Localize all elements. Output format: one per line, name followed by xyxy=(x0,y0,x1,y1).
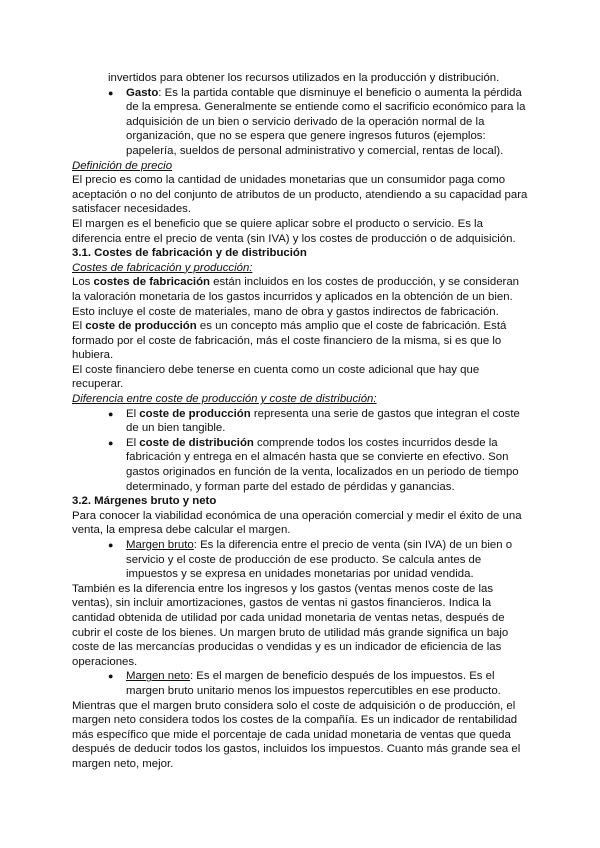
section-3-1-subheading-2: Diferencia entre coste de producción y coste de distribución: xyxy=(72,393,377,406)
text-run: El xyxy=(126,436,140,449)
margenes-conclusion: Mientras que el margen bruto considera solo el coste de adquisición o de producción, el margen neto considera todos los costes de la compañía. Es un indicador de rentabilidad más específico que mide el porcentaje de cada unidad monetaria de ventas que queda después de deducir todos los gastos, incluidos los impuestos. Cuanto más grande sea el margen neto, mejor. xyxy=(72,699,521,770)
margen-neto-item xyxy=(108,669,528,698)
margen-bruto-item xyxy=(108,538,528,582)
gasto-item xyxy=(108,86,528,159)
text-run: es un concepto más amplio que el coste de fabricación. Está formado por el coste de fabricación, más el coste financiero de la misma, si es que lo hubiera. xyxy=(72,320,507,362)
coste-produccion-term: coste de producción xyxy=(85,320,197,333)
intro-continuation: invertidos para obtener los recursos utilizados en la producción y distribución. xyxy=(108,72,500,84)
margen-bruto-para: También es la diferencia entre los ingresos y los gastos (ventas menos coste de las ventas), sin incluir amortizaciones, gastos de ventas ni gastos financieros. Indica la cantidad obtenida de utilidad por cada unidad monetaria de ventas netas, después de cubrir el coste de los bienes. Un margen bruto de utilidad más grande significa un bajo coste de las mercancías producidas o vendidas y es un indicador de eficiencia de las operaciones. xyxy=(72,582,509,668)
precio-para-1: El precio es como la cantidad de unidades monetarias que un consumidor paga como aceptación o no del conjunto de atributos de un producto, atendiendo a su capacidad para satisfacer necesidades. xyxy=(72,174,528,216)
margenes-intro: Para conocer la viabilidad económica de una operación comercial y medir el éxito de una venta, la empresa debe calcular el margen. xyxy=(72,509,522,537)
margen-neto-term: Margen neto xyxy=(126,670,190,683)
text-run: : Es la diferencia entre el precio de venta (sin IVA) de un bien o servicio y el coste de producción de ese producto. Se calcula antes de impuestos y se expresa en unidades monetarias por unidad vendida. xyxy=(126,539,513,581)
text-run: Los xyxy=(72,276,94,289)
text-run: representa una serie de gastos que integran el coste de un bien tangible. xyxy=(126,407,520,435)
section-3-1-subheading-1: Costes de fabricación y producción: xyxy=(72,261,253,274)
coste-financiero-para: El coste financiero debe tenerse en cuenta como un coste adicional que hay que recuperar. xyxy=(72,363,480,391)
text-run: El xyxy=(126,407,140,420)
costes-fabricacion-para xyxy=(72,275,528,319)
document-body xyxy=(72,71,528,772)
gasto-term: Gasto xyxy=(126,86,159,99)
diferencia-list xyxy=(72,407,528,495)
term: coste de producción xyxy=(139,407,251,420)
precio-title: Definición de precio xyxy=(72,159,173,172)
coste-distribucion-bullet xyxy=(108,436,528,494)
gasto-list xyxy=(72,86,528,159)
margen-neto-list xyxy=(72,669,528,698)
text-run: : Es el margen de beneficio después de los impuestos. Es el margen bruto unitario menos los impuestos repercutibles en ese producto. xyxy=(126,670,501,697)
gasto-text: : Es la partida contable que disminuye el beneficio o aumenta la pérdida de la empresa. Generalmente se entiende como el sacrificio económico para la adquisición de un bien o servicio derivado de la operación normal de la organización, que no se espera que genere ingresos futuros (ejemplos: papelería, sueldos de personal administrativo y comercial, rentas de local). xyxy=(126,86,526,157)
section-3-1-heading: 3.1. Costes de fabricación y de distribución xyxy=(72,247,307,260)
coste-produccion-para xyxy=(72,319,528,363)
precio-para-2: El margen es el beneficio que se quiere aplicar sobre el producto o servicio. Es la diferencia entre el precio de venta (sin IVA) y los costes de producción o de adquisición. xyxy=(72,217,516,245)
term: coste de distribución xyxy=(139,436,254,449)
text-run: El xyxy=(72,320,86,333)
section-3-2-heading: 3.2. Márgenes bruto y neto xyxy=(72,495,217,508)
margen-bruto-list xyxy=(72,538,528,582)
text-run: comprende todos los costes incurridos desde la fabricación y entrega en el almacén hasta que se convierte en efectivo. Son gastos originados en función de la venta, localizados en un periodo de tiempo determinado, y forman parte del estado de pérdidas y ganancias. xyxy=(126,436,519,493)
text-run: están incluidos en los costes de producción, y se consideran la valoración monetaria de los gastos incurridos y aplicados en la obtención de un bien. Esto incluye el coste de materiales, mano de obra y gastos indirectos de fabricación. xyxy=(72,276,520,318)
costes-fabricacion-term: costes de fabricación xyxy=(93,276,211,289)
margen-bruto-term: Margen bruto xyxy=(126,539,194,551)
coste-produccion-bullet xyxy=(108,407,528,436)
